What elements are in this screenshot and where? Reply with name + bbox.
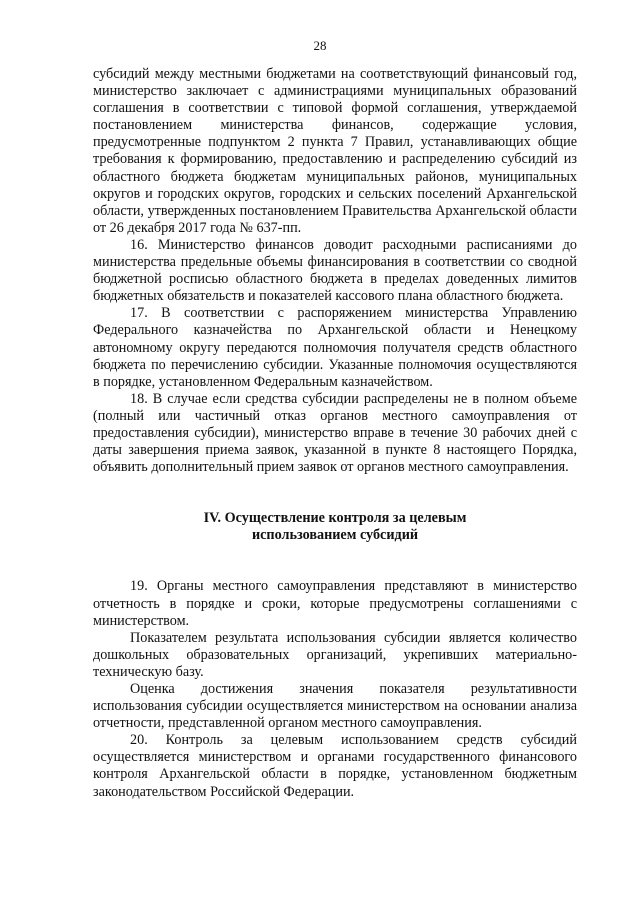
page-number: 28 (313, 38, 327, 53)
paragraph-indicator: Показателем результата использования субсидии является количество дошкольных образовательных организаций, укрепивших материально-техническую базу. (93, 629, 577, 680)
paragraph-assessment: Оценка достижения значения показателя результативности использования субсидии осуществляется министерством на основании анализа отчетности, представленной органом местного самоуправления. (93, 681, 577, 732)
paragraph-item-18: 18. В случае если средства субсидии распределены не в полном объеме (полный или частичный отказ органов местного самоуправления от предоставления субсидии), министерство вправе в течение 30 рабочих дней с даты завершения приема заявок, указанной в пункте 8 настоящего Порядка, объявить дополнительный прием заявок от органов местного самоуправления. (93, 390, 577, 476)
section-heading-line-1: IV. Осуществление контроля за целевым (203, 510, 467, 527)
spacer (93, 544, 577, 578)
spacer (93, 476, 577, 510)
paragraph-item-19: 19. Органы местного самоуправления представляют в министерство отчетность в порядке и сроки, которые предусмотрены соглашениями с министерством. (93, 578, 577, 629)
paragraph-item-17: 17. В соответствии с распоряжением министерства Управлению Федерального казначейства по Архангельской области и Ненецкому автономному округу передаются полномочия получателя средств областного бюджета по перечислению субсидии. Указанные полномочия осуществляются в порядке, установленном Федеральным казначейством. (93, 305, 577, 390)
paragraph-continuation: субсидий между местными бюджетами на соответствующий финансовый год, министерство заключает с администрациями муниципальных образований соглашения в соответствии с типовой формой соглашения, утверждаемой постановлением министерства финансов, содержащие условия, предусмотренные подпунктом 2 пункта 7 Правил, устанавливающих общие требования к формированию, предоставлению и распределению субсидий из областного бюджета бюджетам муниципальных районов, муниципальных округов и городских округов, городских и сельских поселений Архангельской области, утвержденных постановлением Правительства Архангельской области от 26 декабря 2017 года № 637-пп. (93, 66, 577, 236)
section-heading-line-2: использованием субсидий (251, 527, 419, 544)
document-body (93, 66, 577, 801)
paragraph-item-20: 20. Контроль за целевым использованием средств субсидий осуществляется министерством и органами государственного финансового контроля Архангельской области в порядке, установленном бюджетным законодательством Российской Федерации. (93, 732, 577, 800)
section-heading (93, 510, 577, 544)
paragraph-item-16: 16. Министерство финансов доводит расходными расписаниями до министерства предельные объемы финансирования в соответствии со сводной бюджетной росписью областного бюджета в пределах доведенных лимитов бюджетных обязательств и показателей кассового плана областного бюджета. (93, 236, 577, 305)
